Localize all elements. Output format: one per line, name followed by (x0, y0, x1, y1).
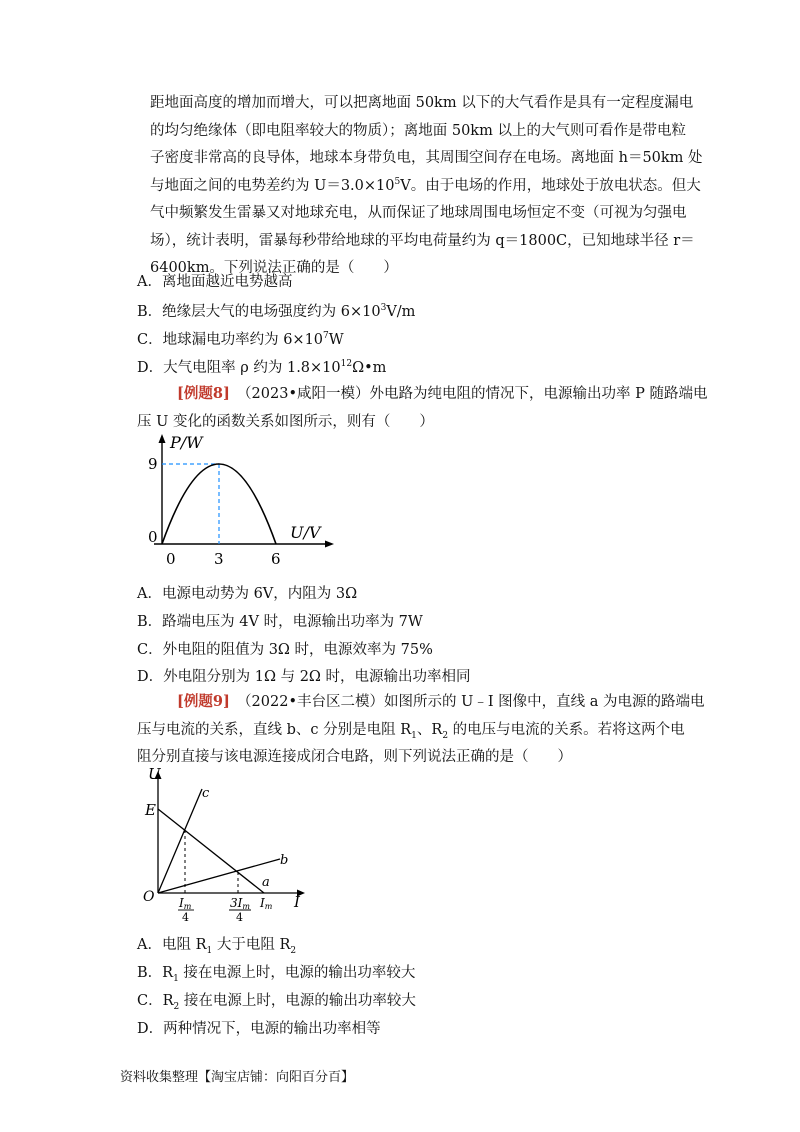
text-line: 6400km。下列说法正确的是（ ） (150, 260, 398, 276)
subscript: 2 (442, 730, 449, 741)
e-label: E (145, 801, 156, 819)
text-line (150, 173, 701, 201)
option-b (137, 302, 415, 322)
subscript: 1 (173, 973, 179, 984)
example-tag: [例题9] (177, 693, 230, 710)
text-segment: 压与电流的关系，直线 b、c 分别是电阻 R (137, 721, 412, 738)
x-axis-label: U/V (290, 523, 321, 542)
subscript: 2 (290, 945, 297, 956)
example9-header (137, 688, 705, 772)
text-line: 压 U 变化的函数关系如图所示，则有（ ） (137, 413, 434, 430)
example9-option-c (137, 991, 416, 1011)
text-line: 的均匀绝缘体（即电阻率较大的物质）；离地面 50km 以上的大气则可看作是带电粒 (150, 122, 686, 139)
line-c (158, 789, 202, 893)
text-segment: B．R (137, 965, 174, 981)
text-segment: （2023•咸阳一模）外电路为纯电阻的情况下，电源输出功率 P 随路端电 (229, 386, 708, 402)
y-axis-label: U (148, 765, 161, 783)
problem-text (150, 90, 703, 283)
tick-3im-quarter-num: 3Im (230, 896, 250, 911)
line-a-label: a (262, 875, 270, 890)
subscript: 1 (411, 730, 417, 741)
power-voltage-chart (140, 432, 340, 572)
line-b-label: b (280, 853, 289, 868)
y-axis-label: P/W (170, 433, 203, 452)
text-line: 子密度非常高的良导体，地球本身带负电，其周围空间存在电场。离地面 h＝50km 处 (150, 150, 703, 166)
superscript: 12 (340, 359, 353, 370)
x-tick-label: 0 (166, 550, 176, 568)
x-axis-label: I (294, 893, 300, 911)
superscript: 7 (323, 331, 329, 342)
text-segment: W (328, 332, 344, 348)
tick-im: Im (260, 896, 273, 911)
text-segment: B．绝缘层大气的电场强度约为 6×10 (137, 304, 381, 320)
y-tick-label: 9 (148, 455, 158, 473)
text-line (137, 380, 708, 409)
text-segment: C．R (137, 993, 174, 1009)
example-tag: [例题8] (177, 385, 230, 402)
tick-im-quarter-den: 4 (182, 911, 189, 924)
text-segment: C．地球漏电功率约为 6×10 (137, 332, 324, 348)
example8-option-b: B．路端电压为 4V 时，电源输出功率为 7W (137, 614, 423, 630)
example8-option-c: C．外电阻的阻值为 3Ω 时，电源效率为 75% (137, 642, 433, 658)
text-segment: 大于电阻 R (212, 937, 291, 953)
text-line: 阻分别直接与该电源连接成闭合电路，则下列说法正确的是（ ） (137, 749, 572, 765)
superscript: 5 (394, 176, 401, 187)
text-segment: （2022•丰台区二模）如图所示的 U﹣I 图像中，直线 a 为电源的路端电 (229, 694, 705, 710)
text-line: 气中频繁发生雷暴又对地球充电，从而保证了地球周围电场恒定不变（可视为匀强电 (150, 205, 687, 221)
example8-option-a: A．电源电动势为 6V，内阻为 3Ω (137, 586, 358, 602)
text-segment: 接在电源上时，电源的输出功率较大 (178, 965, 416, 981)
x-tick-label: 3 (214, 550, 224, 568)
example9-option-a (137, 935, 296, 955)
text-segment: V。由于电场的作用，地球处于放电状态。但大 (400, 177, 701, 194)
x-axis-arrow (325, 541, 334, 548)
text-segment: 的电压与电流的关系。若将这两个电 (448, 721, 685, 738)
text-segment: V/m (386, 304, 416, 320)
option-c (137, 330, 344, 350)
superscript: 3 (380, 303, 387, 314)
tick-3im-quarter-den: 4 (236, 911, 243, 924)
line-c-label: c (202, 786, 210, 801)
text-segment: 与地面之间的电势差约为 U＝3.0×10 (150, 177, 395, 194)
y-axis-arrow (159, 434, 166, 443)
example9-option-b (137, 963, 415, 983)
line-a (158, 809, 264, 893)
origin-y-label: 0 (148, 528, 158, 546)
u-i-graph (138, 765, 318, 925)
option-d (137, 358, 386, 378)
text-line (137, 717, 697, 745)
x-tick-label: 6 (271, 550, 281, 568)
text-segment: D．大气电阻率 ρ 约为 1.8×10 (137, 360, 341, 376)
tick-im-quarter-num: Im (179, 896, 192, 911)
option-a: A．离地面越近电势越高 (137, 274, 293, 290)
text-segment: 、R (416, 721, 443, 738)
subscript: 1 (206, 945, 213, 956)
text-segment: Ω•m (352, 360, 387, 376)
footer-note: 资料收集整理【淘宝店铺：向阳百分百】 (120, 1070, 355, 1085)
text-segment: A．电阻 R (137, 937, 207, 953)
text-line: 距地面高度的增加而增大，可以把离地面 50km 以下的大气看作是具有一定程度漏电 (150, 95, 694, 111)
example9-option-d: D．两种情况下，电源的输出功率相等 (137, 1021, 381, 1037)
text-line (137, 688, 705, 717)
text-line: 场），统计表明，雷暴每秒带给地球的平均电荷量约为 q＝1800C，已知地球半径 r＝ (150, 232, 695, 249)
subscript: 2 (173, 1001, 180, 1012)
example8-header (137, 380, 708, 436)
text-segment: 接在电源上时，电源的输出功率较大 (179, 993, 416, 1009)
origin-label: O (143, 889, 155, 905)
power-curve (162, 464, 276, 544)
example8-option-d: D．外电阻分别为 1Ω 与 2Ω 时，电源输出功率相同 (137, 669, 471, 685)
